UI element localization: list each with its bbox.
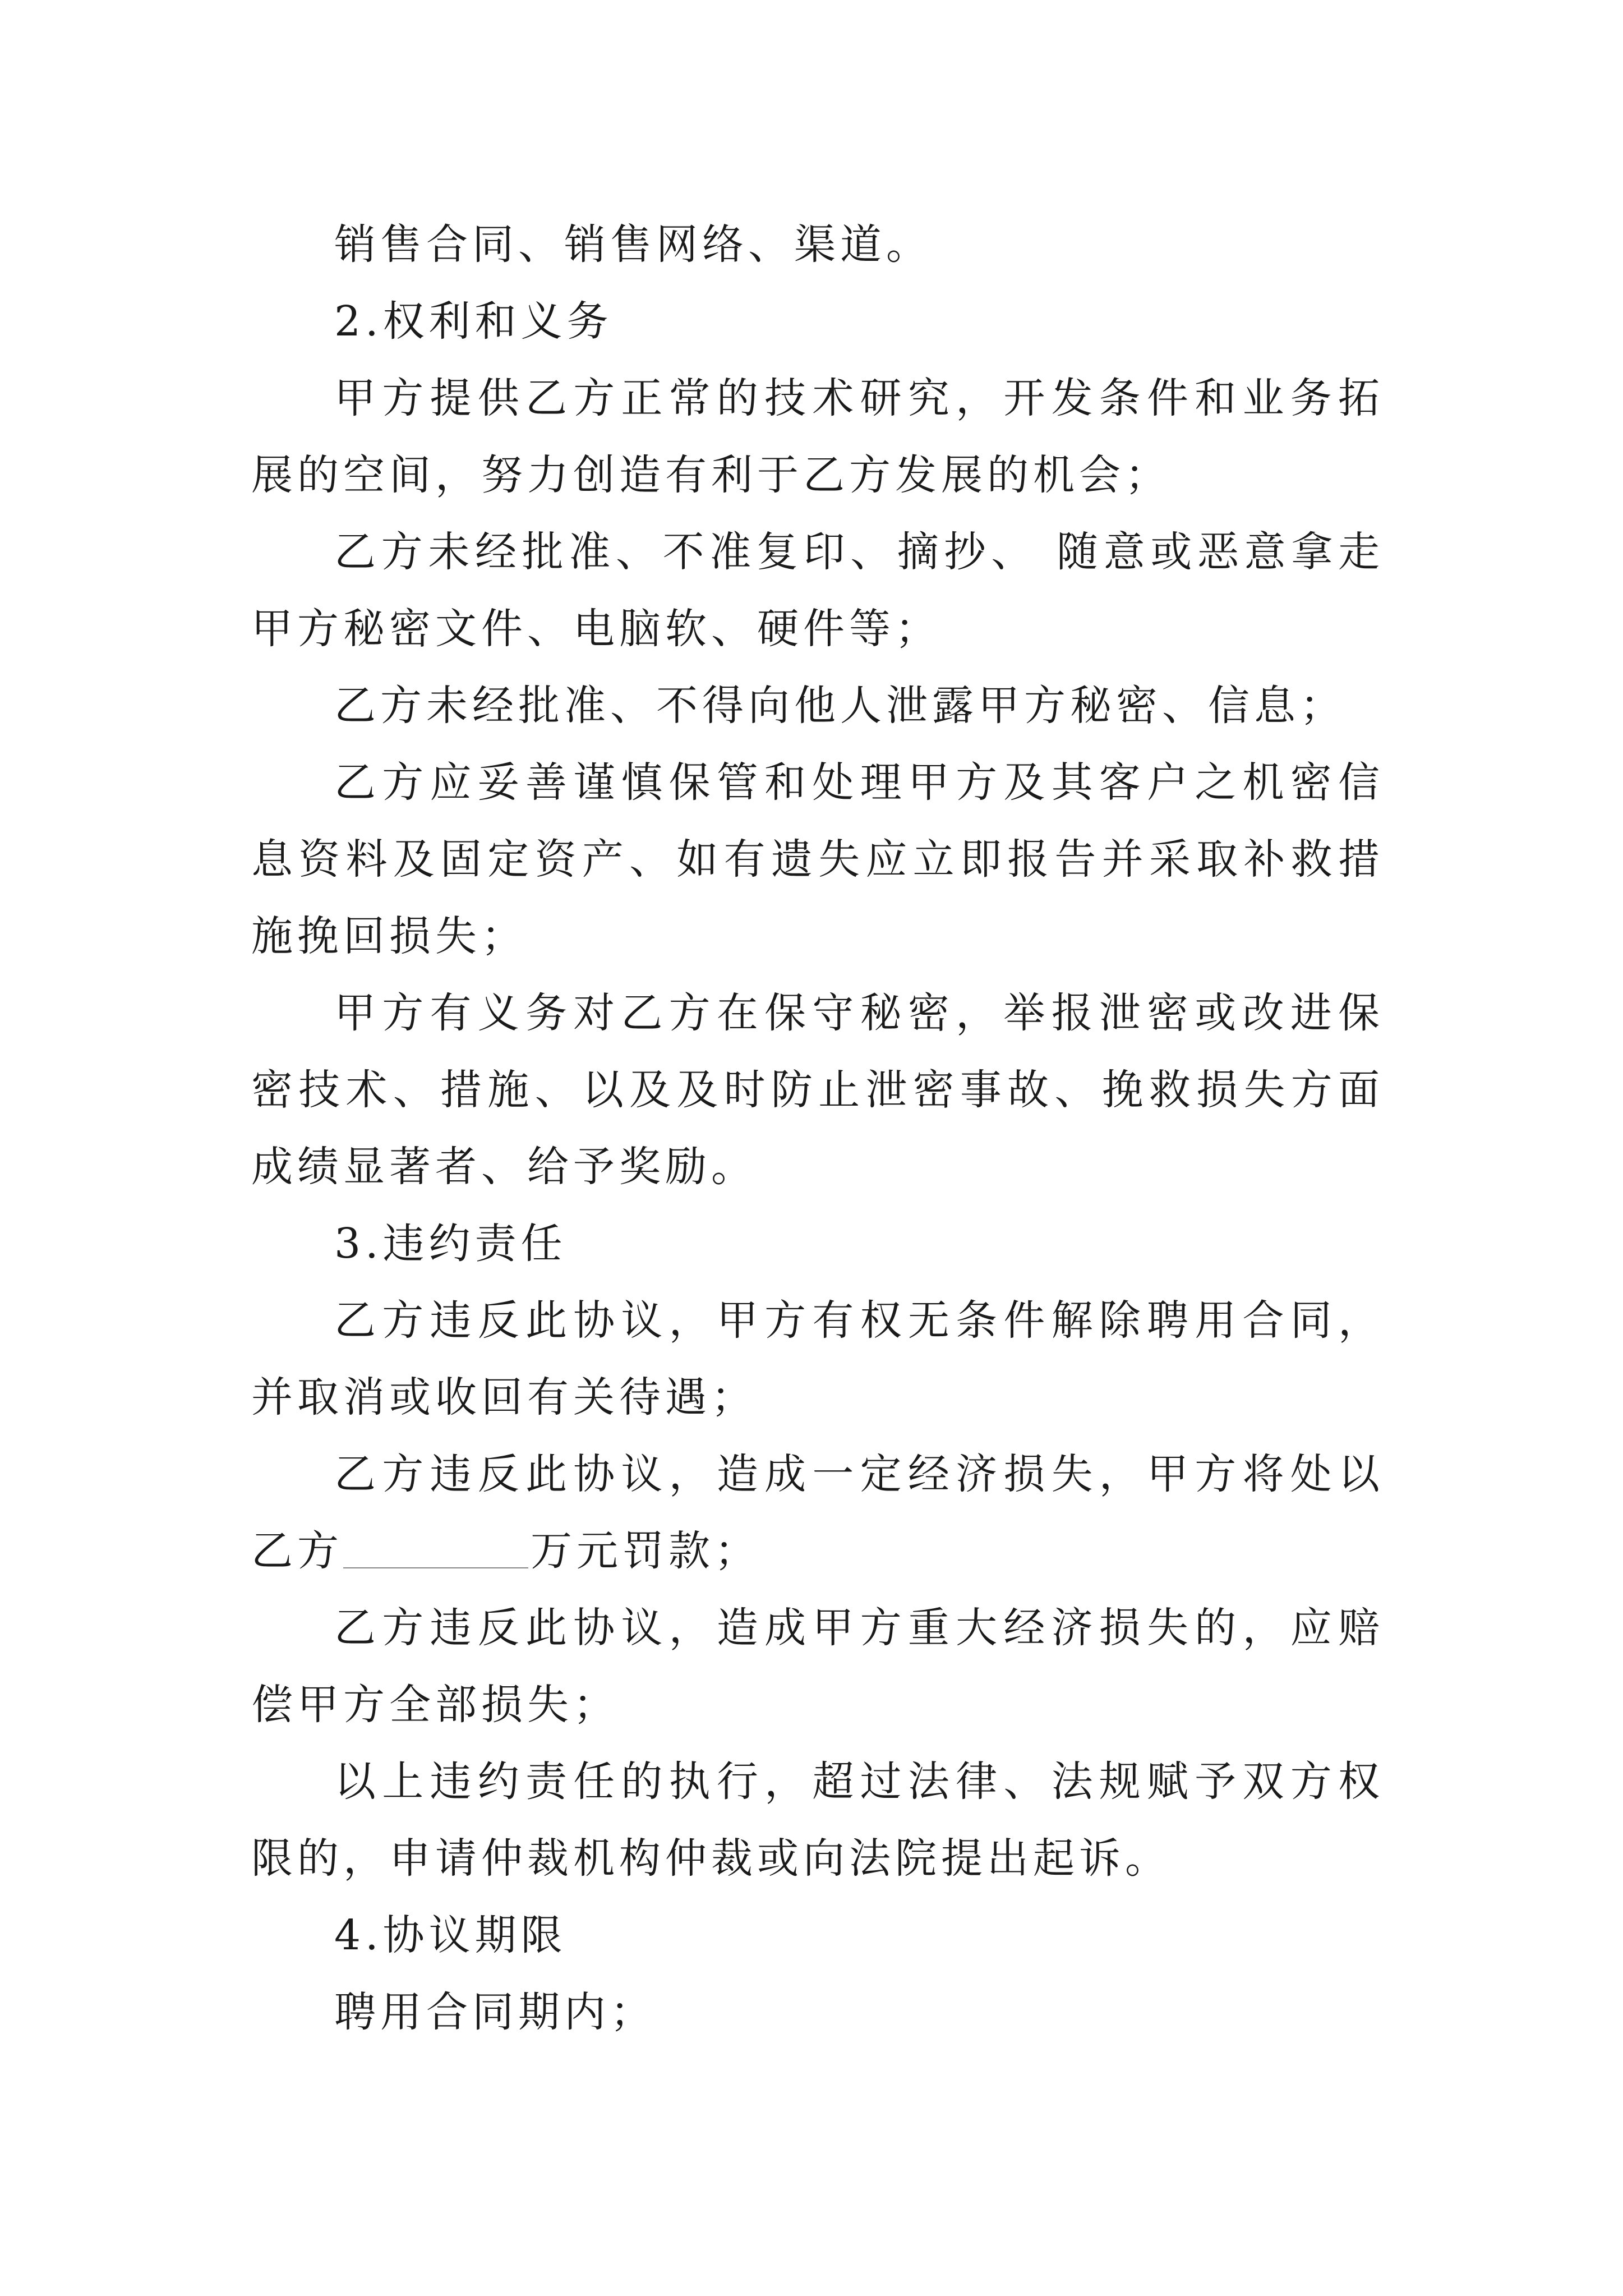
paragraph-safekeeping: 乙方应妥善谨慎保管和处理甲方及其客户之机密信息资料及固定资产、如有遗失应立即报告并采取补救措施挽回损失； xyxy=(251,758,1384,960)
heading-liability: 3.违约责任 xyxy=(334,1220,567,1268)
paragraph-rewards: 甲方有义务对乙方在保守秘密，举报泄密或改进保密技术、措施、以及及时防止泄密事故、挽救损失方面成绩显著者、给予奖励。 xyxy=(251,989,1384,1191)
paragraph-fine xyxy=(251,1436,1384,1590)
fine-amount-blank xyxy=(343,1517,528,1568)
heading-rights-obligations: 2.权利和义务 xyxy=(334,297,613,346)
fine-text: 乙方违反此协议，造成一定经济损失，甲方将处以乙方 xyxy=(251,1450,1384,1575)
paragraph-no-copying: 乙方未经批准、不准复印、摘抄、 随意或恶意拿走甲方秘密文件、电脑软、硬件等； xyxy=(251,528,1384,653)
paragraph-compensation: 乙方违反此协议，造成甲方重大经济损失的，应赔偿甲方全部损失； xyxy=(251,1604,1384,1729)
paragraph-sales-channels: 销售合同、销售网络、渠道。 xyxy=(334,220,932,269)
paragraph-no-disclosure: 乙方未经批准、不得向他人泄露甲方秘密、信息； xyxy=(334,682,1346,730)
document-page xyxy=(251,206,1384,2051)
paragraph-termination: 乙方违反此协议，甲方有权无条件解除聘用合同，并取消或收回有关待遇； xyxy=(251,1296,1384,1421)
paragraph-arbitration: 以上违约责任的执行，超过法律、法规赋予双方权限的，申请仲裁机构仲裁或向法院提出起诉。 xyxy=(251,1757,1384,1883)
heading-term: 4.协议期限 xyxy=(334,1911,567,1959)
fine-unit-text: 万元罚款； xyxy=(531,1527,760,1575)
paragraph-party-a-provides: 甲方提供乙方正常的技术研究，开发条件和业务拓展的空间，努力创造有利于乙方发展的机会； xyxy=(251,374,1384,499)
paragraph-term-period: 聘用合同期内； xyxy=(334,1988,656,2036)
